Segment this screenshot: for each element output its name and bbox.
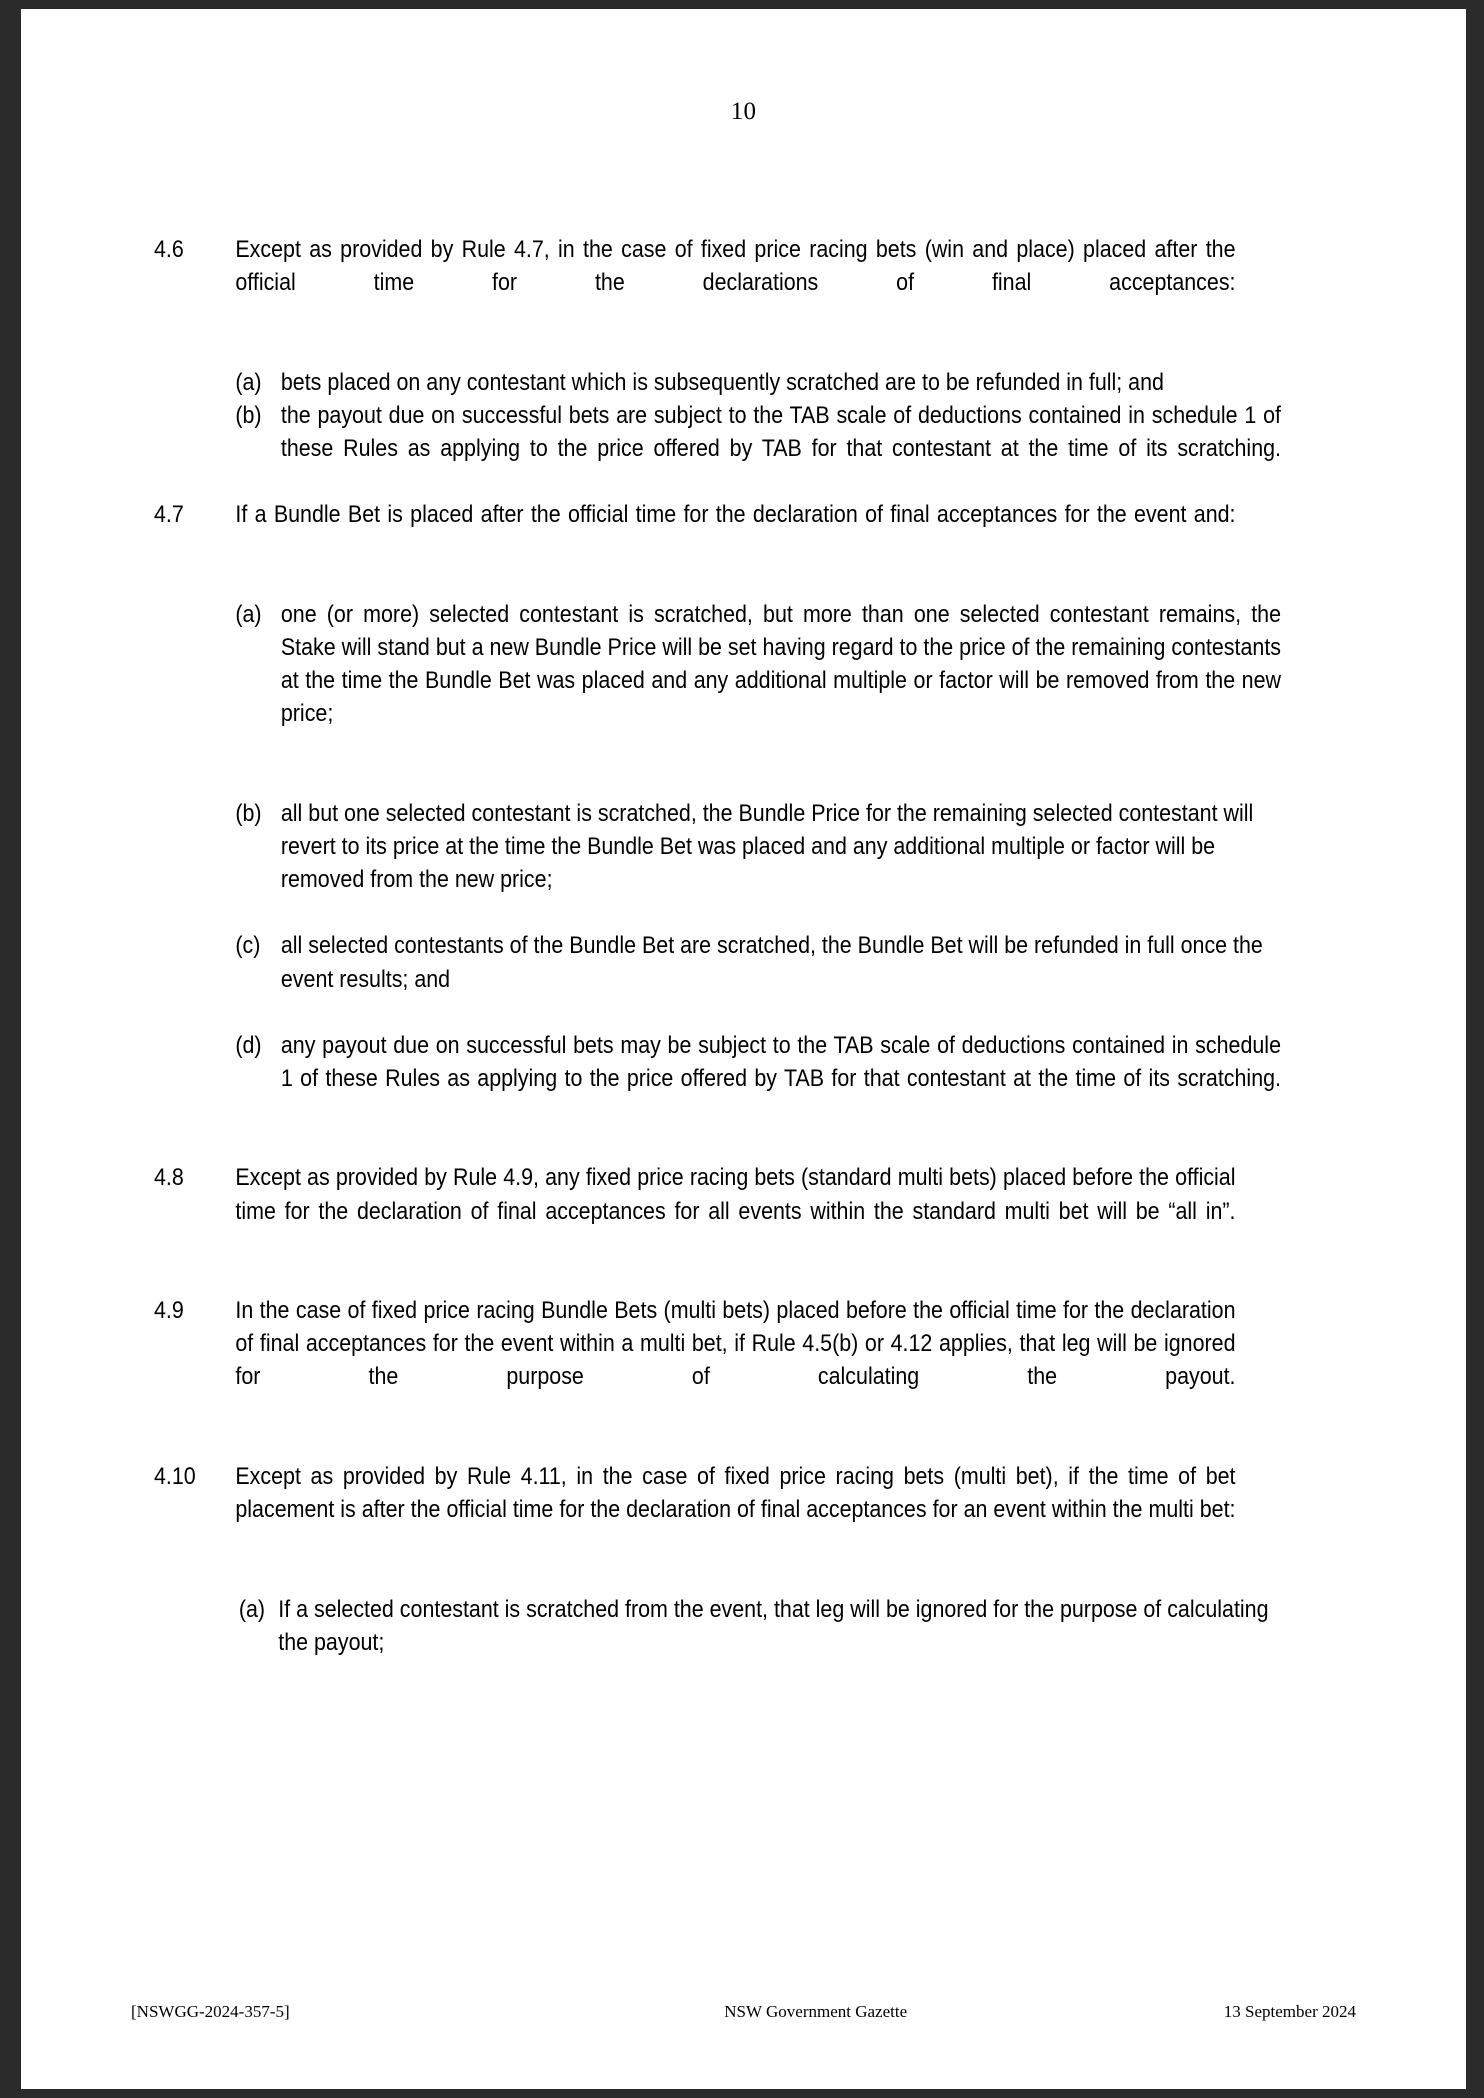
rule-4-10-item-a (154, 1593, 1278, 1659)
spacer (154, 1128, 1154, 1161)
spacer (154, 896, 1154, 929)
rule-4-7-item-d (154, 1029, 1281, 1129)
spacer (154, 565, 1154, 598)
rule-4-6-item-a (154, 366, 1281, 399)
spacer (154, 764, 1154, 797)
rule-number: 4.6 (154, 236, 184, 263)
rule-4-7-item-a (154, 598, 1281, 764)
footer-publication: NSW Government Gazette (724, 2002, 908, 2021)
rule-4-6 (154, 233, 1236, 333)
subitem-label: (a) (235, 368, 262, 396)
page-content (154, 233, 1281, 1659)
footer-date: 13 September 2024 (1223, 2002, 1356, 2021)
subitem-label: (d) (235, 1031, 262, 1059)
rule-number: 4.9 (154, 1297, 184, 1325)
subitem-label: (a) (235, 600, 262, 628)
rule-text: If a Bundle Bet is placed after the official time for the declaration of final acceptances for the event and: (235, 501, 1236, 529)
spacer (154, 996, 1154, 1029)
subitem-text: bets placed on any contestant which is subsequently scratched are to be refunded in full; and (280, 368, 1164, 396)
rule-text: Except as provided by Rule 4.11, in the case of fixed price racing bets (multi bet), if the time of bet placement is after the official time for the declaration of final acceptances for an event within the multi bet: (235, 1462, 1236, 1524)
rule-4-7-item-c (154, 929, 1281, 995)
footer-reference: [NSWGG-2024-357-5] (131, 2002, 290, 2021)
rule-number: 4.7 (154, 501, 184, 529)
subitem-label: (b) (235, 401, 262, 429)
spacer (154, 333, 1154, 366)
rule-text: Except as provided by Rule 4.7, in the case of fixed price racing bets (win and place) placed after the official time for the declarations of final acceptances: (235, 236, 1236, 297)
subitem-text: any payout due on successful bets may be subject to the TAB scale of deductions contained in schedule 1 of these Rules as applying to the price offered by TAB for that contestant at the time of its scratching. (280, 1031, 1281, 1093)
rule-4-7-item-b (154, 797, 1281, 897)
spacer (154, 1560, 1154, 1593)
rule-4-10 (154, 1460, 1236, 1560)
rule-text: Except as provided by Rule 4.9, any fixed price racing bets (standard multi bets) placed before the official time for the declaration of final acceptances for all events within the standard multi bet will be “all in”. (235, 1164, 1236, 1225)
rule-text: In the case of fixed price racing Bundle Bets (multi bets) placed before the official time for the declaration of final acceptances for the event within a multi bet, if Rule 4.5(b) or 4.12 applies, that leg will be ignored for the purpose of calculating the payout. (235, 1297, 1236, 1391)
rule-4-6-item-b (154, 399, 1281, 499)
rule-4-8 (154, 1161, 1236, 1261)
subitem-label: (a) (238, 1595, 266, 1623)
spacer (154, 1261, 1154, 1294)
page-number: 10 (730, 98, 757, 125)
subitem-text: all but one selected contestant is scratched, the Bundle Price for the remaining selected contestant will revert to its price at the time the Bundle Bet was placed and any additional multiple or factor will be removed from the new price; (280, 799, 1254, 894)
subitem-text: one (or more) selected contestant is scratched, but more than one selected contestant remains, the Stake will stand but a new Bundle Price will be set having regard to the price of the remaining contestants at the time the Bundle Bet was placed and any additional multiple or factor will be removed from the new price; (280, 600, 1281, 728)
subitem-text: all selected contestants of the Bundle Bet are scratched, the Bundle Bet will be refunded in full once the event results; and (280, 932, 1263, 993)
page-footer (131, 2003, 1356, 2020)
subitem-text: If a selected contestant is scratched from the event, that leg will be ignored for the purpose of calculating the payout; (278, 1595, 1269, 1656)
rule-4-7 (154, 498, 1236, 564)
subitem-label: (c) (235, 932, 261, 960)
page-sheet (21, 9, 1466, 2089)
rule-4-9 (154, 1294, 1236, 1427)
rule-number: 4.8 (154, 1164, 184, 1192)
subitem-label: (b) (235, 799, 262, 827)
subitem-text: the payout due on successful bets are subject to the TAB scale of deductions contained in schedule 1 of these Rules as applying to the price offered by TAB for that contestant at the time of its scratching. (280, 401, 1281, 463)
spacer (154, 1427, 1154, 1460)
rule-number: 4.10 (154, 1462, 196, 1490)
